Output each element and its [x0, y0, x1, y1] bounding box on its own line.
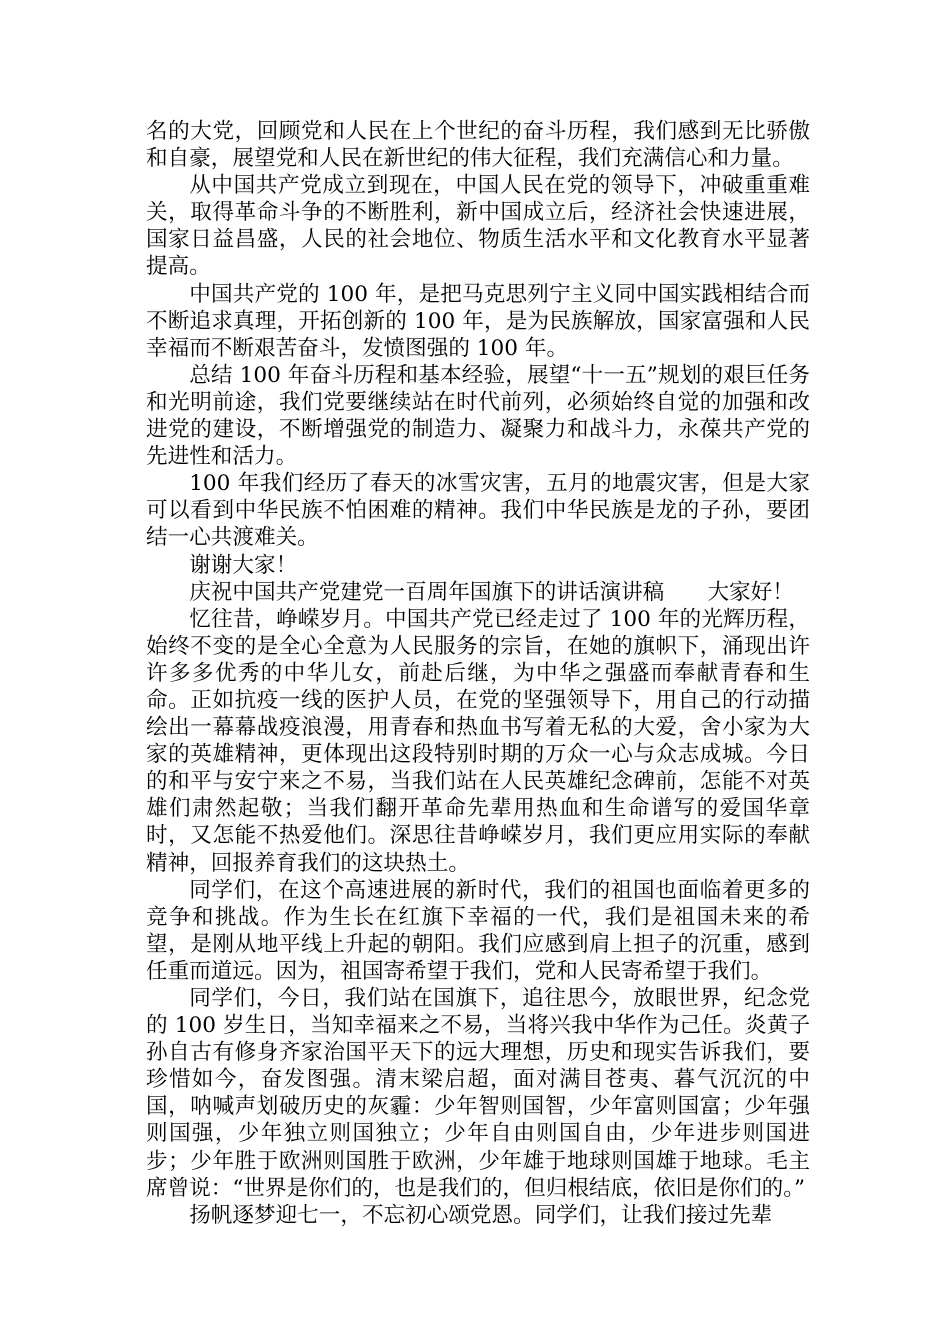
paragraph: 扬帆逐梦迎七一，不忘初心颂党恩。同学们，让我们接过先辈	[189, 1202, 773, 1228]
paragraph: 从中国共产党成立到现在，中国人民在党的领导下，冲破重重难关，取得革命斗争的不断胜利，新中国成立后，经济社会快速进展，国家日益昌盛，人民的社会地位、物质生活水平和文化教育水平显著提高。	[146, 173, 810, 280]
paragraph: 同学们，在这个高速进展的新时代，我们的祖国也面临着更多的竞争和挑战。作为生长在红旗下幸福的一代，我们是祖国未来的希望，是刚从地平线上升起的朝阳。我们应感到肩上担子的沉重，感到任重而道远。因为，祖国寄希望于我们，党和人民寄希望于我们。	[146, 877, 810, 984]
paragraph: 忆往昔，峥嵘岁月。中国共产党已经走过了 100 年的光辉历程，始终不变的是全心全意为人民服务的宗旨，在她的旗帜下，涌现出许许多多优秀的中华儿女，前赴后继，为中华之强盛而奉献青春和生命。正如抗疫一线的医护人员，在党的坚强领导下，用自己的行动描绘出一幕幕战疫浪漫，用青春和热血书写着无私的大爱，舍小家为大家的英雄精神，更体现出这段特别时期的万众一心与众志成城。今日的和平与安宁来之不易，当我们站在人民英雄纪念碑前，怎能不对英雄们肃然起敬；当我们翻开革命先辈用热血和生命谱写的爱国华章时，又怎能不热爱他们。深思往昔峥嵘岁月，我们更应用实际的奉献精神，回报养育我们的这块热土。	[146, 606, 810, 876]
paragraph: 中国共产党的 100 年，是把马克思列宁主义同中国实践相结合而不断追求真理，开拓创新的 100 年，是为民族解放，国家富强和人民幸福而不断艰苦奋斗，发愤图强的 100 年。	[146, 281, 810, 361]
paragraph: 同学们，今日，我们站在国旗下，追往思今，放眼世界，纪念党的 100 岁生日，当知幸福来之不易，当将兴我中华作为己任。炎黄子孙自古有修身齐家治国平天下的远大理想，历史和现实告诉我们，要珍惜如今，奋发图强。清末梁启超，面对满目苍夷、暮气沉沉的中国，呐喊声划破历史的灰霾：少年智则国智，少年富则国富；少年强则国强，少年独立则国独立；少年自由则国自由，少年进步则国进步；少年胜于欧洲则国胜于欧洲，少年雄于地球则国雄于地球。毛主席曾说：“世界是你们的，也是我们的，但归根结底，依旧是你们的。”	[146, 986, 810, 1201]
document-body	[146, 118, 810, 1229]
paragraph: 谢谢大家！	[189, 552, 298, 578]
paragraph: 总结 100 年奋斗历程和基本经验，展望“十一五”规划的艰巨任务和光明前途，我们党要继续站在时代前列，必须始终自觉的加强和改进党的建设，不断增强党的制造力、凝聚力和战斗力，永葆共产党的先进性和活力。	[146, 362, 810, 470]
paragraph: 庆祝中国共产党建党一百周年国旗下的讲话演讲稿 大家好！	[189, 579, 794, 605]
paragraph: 名的大党，回顾党和人民在上个世纪的奋斗历程，我们感到无比骄傲和自豪，展望党和人民在新世纪的伟大征程，我们充满信心和力量。	[146, 119, 810, 172]
paragraph: 100 年我们经历了春天的冰雪灾害，五月的地震灾害，但是大家可以看到中华民族不怕困难的精神。我们中华民族是龙的子孙，要团结一心共渡难关。	[146, 471, 810, 551]
